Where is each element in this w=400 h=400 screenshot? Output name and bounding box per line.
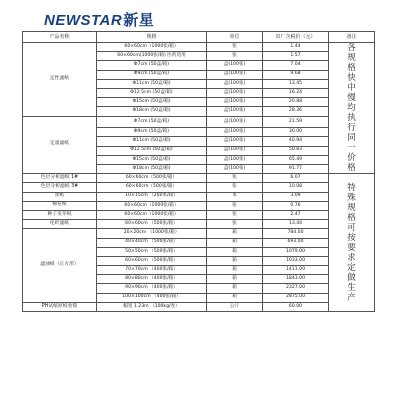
table-row xyxy=(23,43,375,52)
product-name-cell: 定性滤纸 xyxy=(23,43,97,117)
spec-cell: 90×90cm （400张/箱） xyxy=(97,284,207,293)
price-cell: 50.83 xyxy=(263,146,329,155)
price-cell: 1843.00 xyxy=(263,275,329,284)
product-name-cell: 定量滤纸 xyxy=(23,116,97,174)
spec-cell: 60×60cm （500张/箱） xyxy=(97,220,207,229)
product-name-cell: 棉花纸 xyxy=(23,201,97,210)
header-spec: 规格 xyxy=(97,32,207,43)
spec-cell: Φ9cm (50盒/箱) xyxy=(97,70,207,79)
unit-cell: 箱 xyxy=(207,229,263,238)
product-name-cell: 色层分析滤纸 1# xyxy=(23,174,97,183)
unit-cell: 张 xyxy=(207,210,263,219)
table-row xyxy=(23,116,375,128)
spec-cell: 80×80cm （400张/箱） xyxy=(97,275,207,284)
price-cell: 20.88 xyxy=(263,98,329,107)
header-remarks: 备注 xyxy=(329,32,375,43)
price-cell: 2.47 xyxy=(263,210,329,219)
unit-cell: 箱 xyxy=(207,247,263,256)
unit-cell: 盒(100张) xyxy=(207,146,263,155)
spec-cell: Φ15cm (50盒/箱) xyxy=(97,155,207,164)
table-row xyxy=(23,302,375,311)
product-name-cell: 黑纸 xyxy=(23,192,97,201)
unit-cell: 张 xyxy=(207,43,263,52)
price-cell: 65.49 xyxy=(263,155,329,164)
price-cell: 1033.00 xyxy=(263,256,329,265)
price-cell: 1079.00 xyxy=(263,247,329,256)
spec-cell: Φ12.5cm (50盒/箱) xyxy=(97,88,207,97)
price-cell: 10.08 xyxy=(263,183,329,192)
spec-cell: Φ11cm (50盒/箱) xyxy=(97,79,207,88)
spec-cell: 40×40cm （500张/箱） xyxy=(97,238,207,247)
unit-cell: 盒(100张) xyxy=(207,165,263,174)
remarks-note: 特 殊 规 格 可 按 要 求 定 做 生 产 xyxy=(329,174,375,312)
price-cell: 0.76 xyxy=(263,201,329,210)
unit-cell: 张 xyxy=(207,52,263,61)
table-row xyxy=(23,210,375,219)
remarks-note: 各 规 格 快 中 慢 均 执 行 同 一 价 格 xyxy=(329,43,375,174)
table-row xyxy=(23,183,375,192)
table-row xyxy=(23,192,375,201)
unit-cell: 盒(100张) xyxy=(207,155,263,164)
unit-cell: 箱 xyxy=(207,275,263,284)
price-cell: 1411.00 xyxy=(263,266,329,275)
price-cell: 2875.00 xyxy=(263,293,329,302)
unit-cell: 公斤 xyxy=(207,302,263,311)
price-cell: 2327.00 xyxy=(263,284,329,293)
spec-cell: 50×50cm （500张/箱） xyxy=(97,247,207,256)
spec-cell: 60×60cm（1000张/箱） xyxy=(97,201,207,210)
spec-cell: Φ7cm (50盒/箱) xyxy=(97,116,207,128)
table-row xyxy=(23,174,375,183)
spec-cell: Φ15cm (50盒/箱) xyxy=(97,98,207,107)
price-cell: 3.09 xyxy=(263,192,329,201)
spec-cell: Φ11cm (50盒/箱) xyxy=(97,137,207,146)
brand-logo xyxy=(44,9,154,30)
price-cell: 30.00 xyxy=(263,128,329,137)
unit-cell: 张 xyxy=(207,220,263,229)
unit-cell: 张 xyxy=(207,183,263,192)
unit-cell: 张 xyxy=(207,201,263,210)
spec-cell: 60×60cm（1000张/箱） xyxy=(97,43,207,52)
unit-cell: 箱 xyxy=(207,293,263,302)
spec-cell: 幅宽 1.23m （100kg/卷） xyxy=(97,302,207,311)
product-name-cell: PH试纸原纸卷筒 xyxy=(23,302,97,311)
price-table xyxy=(22,31,375,312)
price-table-body xyxy=(23,43,375,312)
unit-cell: 箱 xyxy=(207,284,263,293)
spec-cell: Φ9cm (50盒/箱) xyxy=(97,128,207,137)
unit-cell: 盒(100张) xyxy=(207,88,263,97)
price-cell: 13.45 xyxy=(263,79,329,88)
table-header-row xyxy=(23,32,375,43)
price-cell: 1.44 xyxy=(263,43,329,52)
spec-cell: Φ18cm (50盒/箱) xyxy=(97,165,207,174)
product-name-cell: 种子发芽纸 xyxy=(23,210,97,219)
spec-cell: 60×60cm（1000张/箱） xyxy=(97,210,207,219)
price-cell: 693.00 xyxy=(263,238,329,247)
unit-cell: 箱 xyxy=(207,266,263,275)
unit-cell: 箱 xyxy=(207,238,263,247)
brand-name: NEWSTAR xyxy=(44,12,123,29)
product-name-cell: 滤油纸（正方形） xyxy=(23,229,97,303)
spec-cell: Φ12.5cm (50盒/箱) xyxy=(97,146,207,155)
spec-cell: Φ7cm (50盒/箱) xyxy=(97,61,207,70)
unit-cell: 张 xyxy=(207,174,263,183)
spec-cell: 10×15cm （200本/箱） xyxy=(97,192,207,201)
table-row xyxy=(23,229,375,238)
unit-cell: 盒(100张) xyxy=(207,70,263,79)
spec-cell: 60×60cm （500张/箱） xyxy=(97,256,207,265)
unit-cell: 盒(100张) xyxy=(207,107,263,116)
unit-cell: 盒(100张) xyxy=(207,79,263,88)
price-cell: 1.57 xyxy=(263,52,329,61)
unit-cell: 盒(100张) xyxy=(207,61,263,70)
price-cell: 40.94 xyxy=(263,137,329,146)
unit-cell: 盒(100张) xyxy=(207,98,263,107)
price-cell: 28.36 xyxy=(263,107,329,116)
product-name-cell: 化纤滤纸 xyxy=(23,220,97,229)
price-cell: 21.59 xyxy=(263,116,329,128)
product-name-cell: 色层分析滤纸 3# xyxy=(23,183,97,192)
header-product-name: 产品名称 xyxy=(23,32,97,43)
header-price: 出厂含税价（元） xyxy=(263,32,329,43)
price-cell: 784.00 xyxy=(263,229,329,238)
price-cell: 16.24 xyxy=(263,88,329,97)
price-cell: 91.77 xyxy=(263,165,329,174)
unit-cell: 盒(100张) xyxy=(207,128,263,137)
spec-cell: 100×100cm （400张/箱） xyxy=(97,293,207,302)
price-cell: 60.00 xyxy=(263,302,329,311)
price-cell: 9.68 xyxy=(263,70,329,79)
spec-cell: 60×60cm（500张/箱） xyxy=(97,183,207,192)
spec-cell: 60×60cm(1000张/箱) 医药适用 xyxy=(97,52,207,61)
unit-cell: 本 xyxy=(207,192,263,201)
spec-cell: Φ18cm (50盒/箱) xyxy=(97,107,207,116)
unit-cell: 盒(100张) xyxy=(207,116,263,128)
spec-cell: 20×20cm （1000张/箱） xyxy=(97,229,207,238)
unit-cell: 盒(100张) xyxy=(207,137,263,146)
header-unit: 单位 xyxy=(207,32,263,43)
unit-cell: 箱 xyxy=(207,256,263,265)
table-row xyxy=(23,201,375,210)
spec-cell: 70×70cm （400张/箱） xyxy=(97,266,207,275)
spec-cell: 60×60cm（500张/箱） xyxy=(97,174,207,183)
price-cell: 13.44 xyxy=(263,220,329,229)
price-cell: 6.07 xyxy=(263,174,329,183)
price-cell: 7.04 xyxy=(263,61,329,70)
brand-name-cn: 新星 xyxy=(123,12,155,29)
table-row xyxy=(23,220,375,229)
